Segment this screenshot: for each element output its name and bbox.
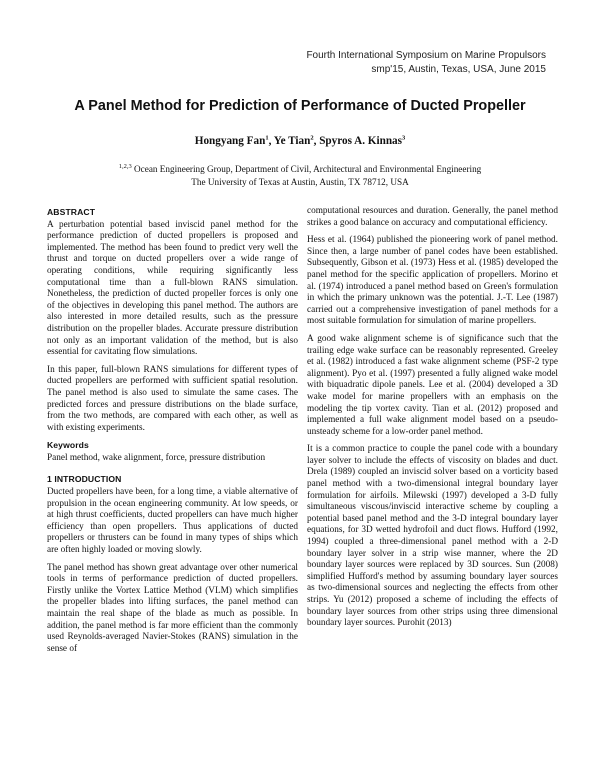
body-paragraph: Hess et al. (1964) published the pioneering work of panel method. Since then, a large number of panel codes have been established. Subsequently, Gibson et al. (1973) Hess et al. (1985) developed the panel method for the specific application of propellers. Morino et al. (1974) introduced a panel method based on Green's formulation in which the primary unknown was the potential. J.-T. Lee (1987) carried out a comprehensive investigation of panel methods for a most suitable formulation for simulation of marine propellers.: [307, 235, 558, 327]
author-name: Spyros A. Kinnas: [319, 135, 402, 147]
intro-paragraph: The panel method has shown great advantage over other numerical tools in terms of performance prediction of ducted propellers. Firstly unlike the Vortex Lattice Method (VLM) which simplifies the propeller blades into lifting surfaces, the panel method can maintain the real shape of the blade as much as possible. In addition, the panel method is far more efficient than the commonly used Reynolds-averaged Navier-Stokes (RANS) simulation in the sense of: [47, 562, 298, 654]
left-column: [47, 207, 298, 661]
author-name: Ye Tian: [273, 135, 311, 147]
author-name: Hongyang Fan: [194, 135, 266, 147]
affiliation: [0, 163, 600, 189]
abstract-heading: ABSTRACT: [47, 207, 96, 217]
right-column: [307, 206, 558, 636]
intro-paragraph: Ducted propellers have been, for a long time, a viable alternative of propulsion in the ocean engineering community. At low speeds, or at high thrust coefficients, ducted propellers can have much higher efficiency than open propellers. Thus applications of ducted propellers or thrusters can be found in many types of ships which are often highly loaded or moving slowly.: [47, 487, 298, 556]
body-paragraph: computational resources and duration. Generally, the panel method strikes a good balance on accuracy and computational efficiency.: [307, 206, 558, 228]
paper-title: A Panel Method for Prediction of Performance of Ducted Propeller: [74, 98, 526, 114]
affiliation-line: [0, 163, 600, 176]
affiliation-department: Ocean Engineering Group, Department of Civil, Architectural and Environmental Engineering: [134, 164, 482, 174]
author-superscript: 1: [265, 134, 269, 142]
conference-location-date: smp'15, Austin, Texas, USA, June 2015: [371, 64, 546, 75]
author-separator: ,: [313, 135, 320, 147]
conference-header: [226, 49, 546, 77]
author-list: [0, 135, 600, 147]
body-paragraph: A good wake alignment scheme is of significance such that the trailing edge wake surface can be reasonably represented. Greeley et al. (1982) introduced a fast wake alignment scheme (PSF-2 type alignment). Pyo et al. (1997) presented a fully aligned wake model with biquadratic dipole panels. Lee et al. (2004) developed a 3D wake model for marine propellers with an emphasis on the modeling the tip vortex cavity. Tian et al. (2012) proposed and implemented a full wake alignment model based on a pseudo-unsteady scheme for a low-order panel method.: [307, 333, 558, 437]
author-separator: ,: [268, 135, 274, 147]
affiliation-university: The University of Texas at Austin, Austin, TX 78712, USA: [191, 177, 409, 187]
abstract-paragraph: In this paper, full-blown RANS simulations for different types of ducted propellers are performed with sufficient spatial resolution. The panel method is also used to simulate the same cases. The predicted forces and pressure distributions on the blade surface, from the two methods, are compared with each other, as well as with existing experiments.: [47, 364, 298, 433]
body-paragraph: It is a common practice to couple the panel code with a boundary layer solver to include the effects of viscosity on blades and duct. Drela (1989) coupled an inviscid solver based on a vorticity based panel method with a two-dimensional integral boundary layer formulation for airfoils. Milewski (1997) developed a 3-D fully simultaneous viscous/inviscid interactive scheme by coupling a potential based panel method and the 3-D integral boundary layer equations, for 3D wetted hydrofoil and duct flows. Hufford (1992, 1994) coupled a three-dimensional panel method with a 2-D boundary layer solver in a strip wise manner, where the 2D boundary layer sources were replaced by 3D sources. Sun (2008) simplified Hufford's method by assuming boundary layer sources as two-dimensional sources and neglecting the effects from other strips. Yu (2012) proposed a scheme of including the effects of boundary layer sources from other strips using three dimensional boundary layer sources. Purohit (2013): [307, 444, 558, 629]
author-superscript: 2: [310, 134, 314, 142]
abstract-paragraph: A perturbation potential based inviscid panel method for the performance prediction of ducted propellers is proposed and implemented. The method has been found to predict very well the thrust and torque on ducted propellers over a wide range of operating conditions, while requiring significantly less computational time than a full-blown RANS simulation. Nonetheless, the prediction of ducted propeller forces is only one of the objectives in developing this panel method. The authors are also interested in more detailed results, such as the pressure distribution on the propeller blades. Accurate pressure distribution not only as an important validation of the method, but is also essential for cavitating flow simulations.: [47, 219, 298, 358]
keywords-text: Panel method, wake alignment, force, pressure distribution: [47, 452, 266, 463]
keywords-heading: Keywords: [47, 440, 89, 451]
introduction-heading: 1 INTRODUCTION: [47, 474, 122, 485]
affiliation-superscript: 1,2,3: [118, 162, 132, 170]
conference-name: Fourth International Symposium on Marine Propulsors: [306, 50, 546, 61]
author-superscript: 3: [402, 134, 406, 142]
